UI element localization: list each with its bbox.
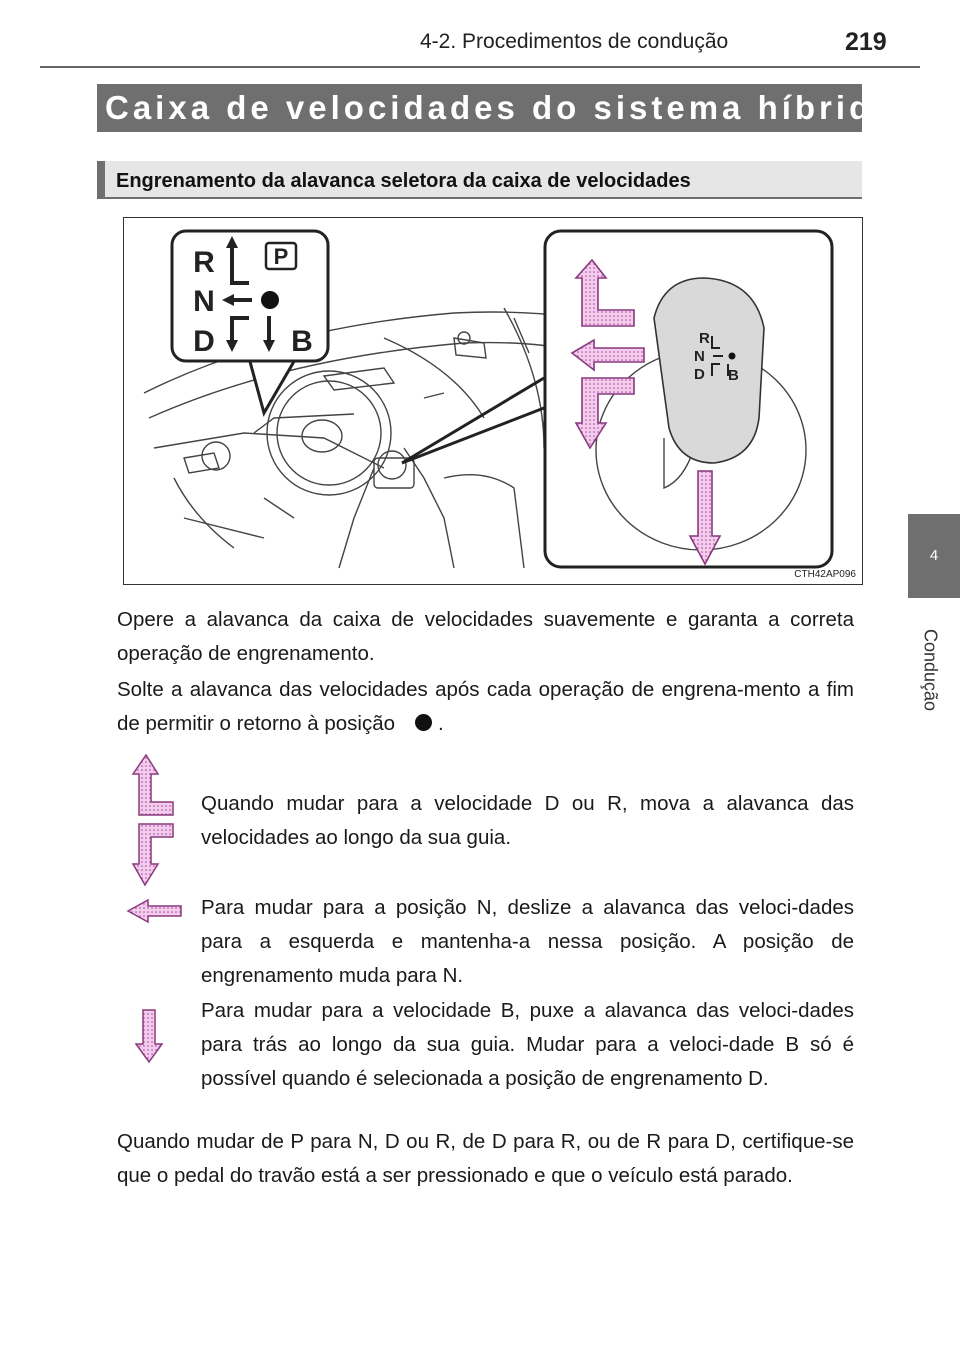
instruction-shift-b: Para mudar para a velocidade B, puxe a alavanca das veloci-dades para trás ao longo da sua guia. Mudar para a veloci-dade B só é possível quando é selecionada a posição de engrenamento D.: [201, 999, 854, 1090]
instruction-shift-d-r: Quando mudar para a velocidade D ou R, mova a alavanca das velocidades ao longo da sua guia.: [201, 792, 854, 849]
paragraph-brake-warning: Quando mudar de P para N, D ou R, de D para R, ou de R para D, certifique-se que o pedal do travão está a ser pressionado e que o veículo está parado.: [117, 1130, 854, 1187]
gate-label-n: N: [193, 285, 215, 318]
down-arrow-icon: [134, 1008, 164, 1064]
gate-label-d: D: [193, 325, 215, 358]
page-number: 219: [845, 28, 887, 56]
home-position-dot: [261, 291, 279, 309]
chapter-tab: 4: [908, 514, 960, 598]
knob-label-d: D: [694, 366, 705, 383]
knob-callout-line: [402, 378, 544, 463]
paragraph-release-text: Solte a alavanca das velocidades após cada operação de engrena-mento a fim de permitir o retorno à posição: [117, 678, 854, 735]
illustration-svg: [124, 218, 864, 586]
chapter-label: [900, 610, 960, 730]
knob-callout-line-2: [402, 408, 544, 463]
gate-label-r: R: [193, 246, 215, 279]
double-shift-arrow-icon: [128, 752, 184, 888]
knob-label-r: R: [699, 330, 710, 347]
knob-label-b: B: [728, 367, 739, 384]
home-position-dot-icon: [415, 714, 432, 731]
paragraph-release-lever: [117, 673, 854, 741]
section-subtitle: Engrenamento da alavanca seletora da caixa de velocidades: [116, 170, 691, 192]
header-divider: [40, 66, 920, 68]
paragraph-smooth-operation: Opere a alavanca da caixa de velocidades suavemente e garanta a correta operação de engrenamento.: [117, 608, 854, 665]
paragraph-release-end: .: [438, 712, 444, 735]
chapter-label-text: Condução: [920, 628, 941, 712]
figure-code: CTH42AP096: [794, 569, 856, 580]
page-title: Caixa de velocidades do sistema híbrido: [105, 89, 898, 126]
gear-shift-illustration: [123, 217, 863, 585]
header-section-title: 4-2. Procedimentos de condução: [420, 30, 729, 53]
gate-label-p: P: [273, 244, 289, 269]
instruction-shift-n: Para mudar para a posição N, deslize a alavanca das veloci-dades para a esquerda e mantenha-a nessa posição. A posição de engrenamento muda para N.: [201, 896, 854, 987]
gate-label-b: B: [291, 325, 313, 358]
knob-label-n: N: [694, 348, 705, 365]
left-arrow-icon: [126, 898, 184, 924]
